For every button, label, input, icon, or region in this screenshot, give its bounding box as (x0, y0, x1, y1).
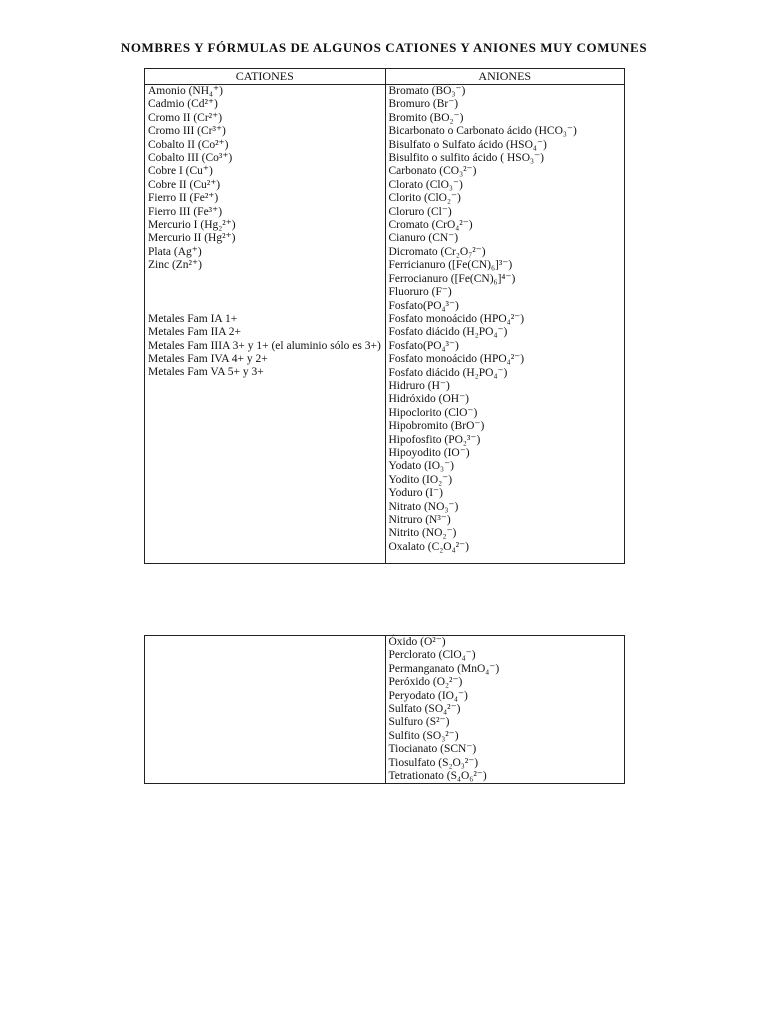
cationes-list (148, 85, 382, 273)
list-item: Yodito (IO₂⁻) (388, 473, 453, 486)
list-item: Permanganato (MnO₄⁻) (388, 662, 500, 675)
list-item: Metales Fam IA 1+ (148, 312, 238, 325)
list-item: Cianuro (CN⁻) (388, 232, 459, 245)
list-item: Cloruro (Cl⁻) (388, 205, 452, 218)
list-item: Fluoruro (F⁻) (388, 286, 452, 299)
list-item: Hipofosfito (PO₂³⁻) (388, 433, 481, 446)
list-item: Fierro III (Fe³⁺) (148, 205, 223, 218)
list-item: Zinc (Zn²⁺) (148, 259, 202, 272)
list-item: Mercurio I (Hg₂²⁺) (148, 219, 236, 232)
list-item: Perclorato (ClO₄⁻) (388, 649, 476, 662)
list-item: Tiosulfato (S₂O₃²⁻) (388, 756, 479, 769)
list-item: Tetrationato (S₄O₆²⁻) (388, 770, 487, 783)
list-item: Yodato (IO₃⁻) (388, 460, 454, 473)
ions-table-continued (144, 635, 625, 784)
list-item: Ferricianuro ([Fe(CN)₆]³⁻) (388, 259, 513, 272)
list-item: Sulfato (SO₄²⁻) (388, 703, 461, 716)
aniones-list (389, 85, 622, 554)
aniones-cell (385, 636, 625, 784)
list-item: Hipoclorito (ClO⁻) (388, 406, 478, 419)
list-item: Cromato (CrO₄²⁻) (388, 219, 473, 232)
list-item: Oxalato (C₂O₄²⁻) (388, 540, 469, 553)
aniones-header: ANIONES (385, 69, 625, 85)
list-item: Tiocianato (SCN⁻) (388, 743, 477, 756)
list-item: Peróxido (O₂²⁻) (388, 676, 463, 689)
list-item: Sulfito (SO₃²⁻) (388, 729, 459, 742)
list-item: Metales Fam VA 5+ y 3+ (148, 366, 264, 379)
list-item: Bicarbonato o Carbonato ácido (HCO₃⁻) (388, 125, 577, 138)
spacer (148, 273, 382, 313)
list-item: Fosfato diácido (H₂PO₄⁻) (388, 366, 508, 379)
list-item: Metales Fam IVA 4+ y 2+ (148, 352, 268, 365)
cationes-header: CATIONES (145, 69, 386, 85)
list-item: Hipobromito (BrO⁻) (388, 420, 485, 433)
list-item: Nitrito (NO₂⁻) (388, 527, 457, 540)
list-item: Cadmio (Cd²⁺) (148, 98, 218, 111)
list-item: Bromito (BO₂⁻) (388, 111, 464, 124)
list-item: Ferrocianuro ([Fe(CN)₆]⁴⁻) (388, 272, 516, 285)
aniones-cell (385, 85, 625, 564)
list-item: Metales Fam IIIA 3+ y 1+ (el aluminio sólo es 3+) (148, 339, 381, 352)
list-item: Nitruro (N³⁻) (388, 514, 451, 526)
list-item: Bromato (BO₃⁻) (388, 85, 466, 97)
list-item: Hipoyodito (IO⁻) (388, 446, 470, 459)
aniones-list (389, 636, 622, 783)
table-body-row (145, 85, 625, 564)
list-item: Bisulfito o sulfito ácido ( HSO₃⁻) (388, 152, 544, 165)
cationes-cell (145, 85, 386, 564)
list-item: Cobre II (Cu²⁺) (148, 178, 221, 191)
table-header-row (145, 69, 625, 85)
list-item: Carbonato (CO₃²⁻) (388, 165, 477, 178)
list-item: Cobalto III (Co³⁺) (148, 152, 233, 165)
list-item: Bisulfato o Sulfato ácido (HSO₄⁻) (388, 138, 547, 151)
list-item: Clorito (ClO₂⁻) (388, 192, 461, 205)
list-item: Cobalto II (Co²⁺) (148, 138, 229, 151)
list-item: Plata (Ag⁺) (148, 245, 202, 258)
list-item: Cobre I (Cu⁺) (148, 165, 213, 178)
list-item: Sulfuro (S²⁻) (388, 716, 450, 729)
list-item: Amonio (NH₄⁺) (148, 85, 223, 97)
table-body-row (145, 636, 625, 784)
list-item: Clorato (ClO₃⁻) (388, 178, 463, 191)
list-item: Fosfato monoácido (HPO₄²⁻) (388, 312, 525, 325)
list-item: Nitrato (NO₃⁻) (388, 500, 459, 513)
document-title: NOMBRES Y FÓRMULAS DE ALGUNOS CATIONES Y ANIONES MUY COMUNES (120, 40, 648, 55)
list-item: Cromo III (Cr³⁺) (148, 125, 226, 138)
list-item: Cromo II (Cr²⁺) (148, 111, 223, 124)
cationes-cell-empty (145, 636, 386, 784)
list-item: Peryodato (IO₄⁻) (388, 689, 468, 702)
list-item: Hidróxido (OH⁻) (388, 393, 469, 406)
list-item: Fosfato diácido (H₂PO₄⁻) (388, 326, 508, 339)
list-item: Dicromato (Cr₂O₇²⁻) (388, 245, 486, 258)
list-item: Óxido (O²⁻) (388, 636, 446, 648)
list-item: Yoduro (I⁻) (388, 487, 443, 500)
list-item: Fosfato(PO₄³⁻) (388, 339, 459, 352)
list-item: Metales Fam IIA 2+ (148, 326, 242, 339)
ions-table (144, 68, 625, 564)
list-item: Hidruro (H⁻) (388, 379, 450, 392)
list-item: Bromuro (Br⁻) (388, 98, 459, 111)
metales-list (148, 313, 382, 380)
list-item: Fosfato(PO₄³⁻) (388, 299, 459, 312)
list-item: Fierro II (Fe²⁺) (148, 192, 219, 205)
list-item: Mercurio II (Hg²⁺) (148, 232, 236, 245)
list-item: Fosfato monoácido (HPO₄²⁻) (388, 353, 525, 366)
